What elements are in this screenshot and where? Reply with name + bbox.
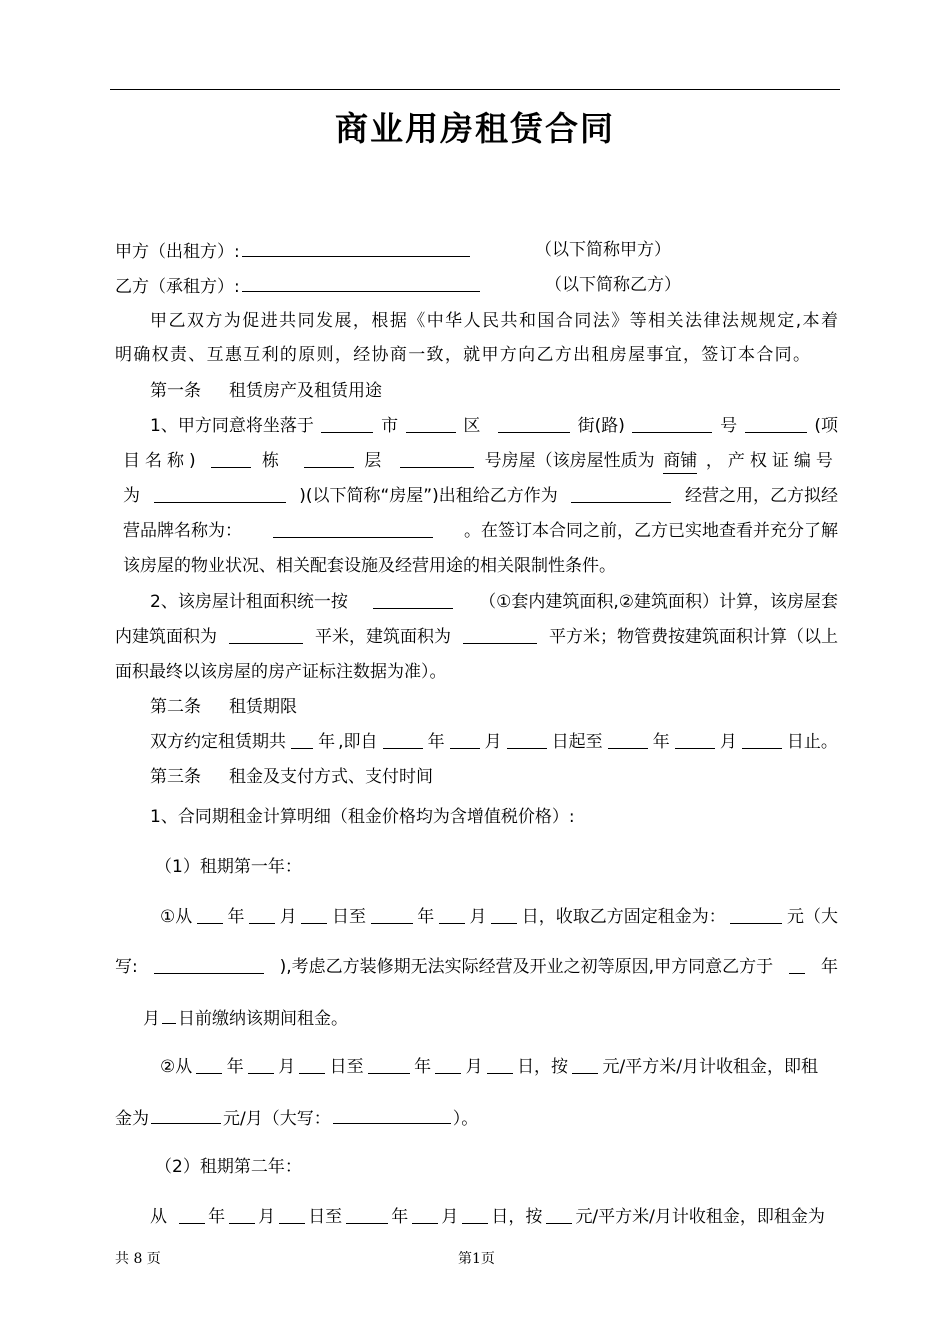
period-2-heading: （2）租期第二年： — [155, 1157, 302, 1177]
start-day-blank[interactable] — [507, 730, 547, 749]
text: ),考虑乙方装修期无法实际经营及开业之初等原因,甲方同意乙方于 — [279, 957, 774, 977]
text: 日起至 — [551, 732, 603, 752]
party-b-line — [115, 273, 482, 299]
text: )(以下简称“房屋”)出租给乙方作为 — [299, 486, 558, 506]
p2-to-year-blank[interactable] — [346, 1205, 388, 1224]
p1-from-month-blank[interactable] — [249, 905, 275, 924]
period-1-item-1-line-3 — [143, 1005, 348, 1031]
text: 月 — [278, 1057, 296, 1077]
term-years-blank[interactable] — [291, 730, 313, 749]
clause-1-1-line-2 — [123, 449, 838, 474]
party-b-label: 乙方（承租方）: — [115, 277, 240, 297]
text: 年 — [318, 732, 336, 752]
p1b-from-year-blank[interactable] — [196, 1055, 222, 1074]
clause-1-2-line-3: 面积最终以该房屋的房产证标注数据为准）。 — [115, 662, 447, 682]
document-title: 商业用房租赁合同 — [335, 109, 615, 148]
text: 平方米；物管费按建筑面积计算（以上 — [549, 627, 838, 647]
text: 层 — [364, 451, 382, 471]
p1-from-day-blank[interactable] — [301, 905, 327, 924]
district-blank[interactable] — [406, 414, 456, 433]
preamble-line-2: 明确权责、互惠互利的原则，经协商一致，就甲方向乙方出租房屋事宜，签订本合同。 — [115, 345, 810, 365]
property-nature: 商铺 — [663, 449, 697, 474]
p1-pay-day-blank[interactable] — [162, 1005, 176, 1024]
text: 栋 — [261, 451, 279, 471]
city-blank[interactable] — [321, 414, 373, 433]
text: 月 — [465, 1057, 483, 1077]
article-1-heading — [150, 379, 382, 403]
p2-to-day-blank[interactable] — [462, 1205, 488, 1224]
text: 双方约定租赁期共 — [150, 732, 286, 752]
text: 年 — [414, 1057, 432, 1077]
floor-blank[interactable] — [304, 449, 354, 468]
p1-pay-year-blank[interactable] — [789, 955, 805, 974]
text: 日止。 — [786, 732, 838, 752]
area-method-blank[interactable] — [373, 590, 453, 609]
text: 年 — [391, 1207, 409, 1227]
article-3-title: 租金及支付方式、支付时间 — [229, 767, 433, 787]
project-blank[interactable] — [745, 414, 807, 433]
clause-1-1-line-5: 该房屋的物业状况、相关配套设施及经营用途的相关限制性条件。 — [123, 556, 616, 576]
text: 月 — [469, 907, 487, 927]
text: 年 — [417, 907, 435, 927]
text: 月 — [258, 1207, 276, 1227]
text: 平米，建筑面积为 — [315, 627, 451, 647]
text: 经营之用，乙方拟经 — [684, 486, 838, 506]
clause-1-1-line-4 — [123, 519, 838, 543]
p1b-to-year-blank[interactable] — [368, 1055, 410, 1074]
end-month-blank[interactable] — [675, 730, 715, 749]
clause-1-1-line-3 — [123, 484, 838, 508]
text: 月 — [143, 1009, 160, 1029]
text: 内建筑面积为 — [115, 627, 217, 647]
article-2-title: 租赁期限 — [229, 697, 297, 717]
period-1-item-2-line-1 — [160, 1055, 818, 1079]
text: 月 — [484, 732, 502, 752]
text: （①套内建筑面积,②建筑面积）计算，该房屋套 — [479, 592, 838, 612]
building-blank[interactable] — [211, 449, 251, 468]
header-rule — [110, 89, 840, 90]
text: 日，按 — [517, 1057, 569, 1077]
article-1-title: 租赁房产及租赁用途 — [229, 381, 382, 401]
text: (项 — [814, 416, 838, 436]
start-month-blank[interactable] — [450, 730, 480, 749]
text: 区 — [463, 416, 481, 436]
text: 目名称) — [123, 451, 201, 471]
text: ）。 — [452, 1109, 479, 1129]
clause-1-2-line-1 — [150, 590, 838, 614]
period-1-item-2-line-2 — [115, 1105, 478, 1131]
clause-3-1: 1、合同期租金计算明细（租金价格均为含增值税价格）: — [150, 807, 575, 827]
text: 日至 — [308, 1207, 343, 1227]
term-line — [150, 730, 838, 754]
text: 日至 — [332, 907, 366, 927]
period-1-item-1-line-2 — [115, 955, 838, 979]
p2-from-year-blank[interactable] — [179, 1205, 205, 1224]
text: 元（大 — [787, 907, 838, 927]
room-blank[interactable] — [400, 449, 474, 468]
text: 元/月（大写： — [223, 1109, 331, 1129]
end-year-blank[interactable] — [608, 730, 648, 749]
p1b-unit-price-blank[interactable] — [572, 1055, 598, 1074]
text: 元/平方米/月计收租金，即租 — [602, 1057, 818, 1077]
p1-fixed-rent-blank[interactable] — [730, 905, 782, 924]
p1b-from-month-blank[interactable] — [248, 1055, 274, 1074]
text: 写: — [115, 957, 138, 977]
text: 年 — [652, 732, 670, 752]
p1b-from-day-blank[interactable] — [299, 1055, 325, 1074]
article-1-number: 第一条 — [150, 381, 201, 401]
text: 年 — [208, 1207, 226, 1227]
text: 月 — [441, 1207, 459, 1227]
text: 日，按 — [491, 1207, 543, 1227]
p1-from-year-blank[interactable] — [197, 905, 223, 924]
building-area-blank[interactable] — [463, 625, 537, 644]
text: 日至 — [329, 1057, 364, 1077]
article-2-number: 第二条 — [150, 697, 201, 717]
preamble-line-1: 甲乙双方为促进共同发展，根据《中华人民共和国合同法》等相关法律法规规定,本着 — [150, 311, 838, 331]
text: 1、甲方同意将坐落于 — [150, 416, 314, 436]
text: 月 — [719, 732, 737, 752]
clause-1-2-line-2 — [115, 625, 838, 649]
text: 从 — [150, 1207, 167, 1227]
party-b-blank[interactable] — [242, 273, 480, 292]
text: 号 — [720, 416, 738, 436]
text: 金为 — [115, 1109, 149, 1129]
end-day-blank[interactable] — [742, 730, 782, 749]
period-1-item-1-line-1 — [160, 905, 838, 929]
text: 街(路) — [577, 416, 625, 436]
period-2-line-1 — [150, 1205, 825, 1229]
text: 市 — [381, 416, 399, 436]
usage-blank[interactable] — [571, 484, 671, 503]
text: 元/平方米/月计收租金，即租金为 — [575, 1207, 825, 1227]
party-a-suffix: （以下简称甲方） — [535, 240, 671, 260]
text: 营品牌名称为： — [123, 521, 242, 541]
text: ,即自 — [338, 732, 378, 752]
certificate-blank[interactable] — [154, 484, 286, 503]
street-blank[interactable] — [498, 414, 570, 433]
p1b-monthly-rent-blank[interactable] — [151, 1105, 221, 1124]
p2-from-day-blank[interactable] — [279, 1205, 305, 1224]
article-3-heading — [150, 765, 433, 789]
p2-unit-price-blank[interactable] — [546, 1205, 572, 1224]
p1-to-day-blank[interactable] — [491, 905, 517, 924]
text: 。在签订本合同之前，乙方已实地查看并充分了解 — [464, 521, 838, 541]
p1b-to-month-blank[interactable] — [435, 1055, 461, 1074]
party-a-line — [115, 238, 472, 264]
p1-rent-words-blank[interactable] — [154, 955, 264, 974]
text: 日，收取乙方固定租金为： — [521, 907, 726, 927]
text: ，产权证编号 — [705, 451, 838, 471]
p1b-to-day-blank[interactable] — [487, 1055, 513, 1074]
footer-total-pages: 共 8 页 — [115, 1251, 161, 1267]
text: ①从 — [160, 907, 193, 927]
text: 月 — [279, 907, 297, 927]
text: 为 — [123, 486, 140, 506]
p1b-rent-words-blank[interactable] — [333, 1105, 451, 1124]
text: 号房屋（该房屋性质为 — [484, 451, 655, 471]
p2-to-month-blank[interactable] — [412, 1205, 438, 1224]
text: 年 — [227, 907, 245, 927]
text: ②从 — [160, 1057, 193, 1077]
party-a-blank[interactable] — [242, 238, 470, 257]
period-1-heading: （1）租期第一年： — [155, 857, 302, 877]
clause-1-1-line-1 — [150, 414, 838, 438]
text: 年 — [427, 732, 445, 752]
text: 2、该房屋计租面积统一按 — [150, 592, 348, 612]
article-3-number: 第三条 — [150, 767, 201, 787]
inner-area-blank[interactable] — [229, 625, 303, 644]
party-a-label: 甲方（出租方）: — [115, 242, 240, 262]
text: 年 — [821, 957, 838, 977]
text: 日前缴纳该期间租金。 — [178, 1009, 348, 1029]
brand-blank[interactable] — [273, 519, 433, 538]
p2-from-month-blank[interactable] — [229, 1205, 255, 1224]
party-b-suffix: （以下简称乙方） — [545, 275, 681, 295]
p1-to-year-blank[interactable] — [371, 905, 413, 924]
start-year-blank[interactable] — [383, 730, 423, 749]
p1-to-month-blank[interactable] — [439, 905, 465, 924]
article-2-heading — [150, 695, 297, 719]
text: 年 — [226, 1057, 244, 1077]
number-blank[interactable] — [632, 414, 712, 433]
footer-page-number: 第1页 — [458, 1251, 495, 1267]
